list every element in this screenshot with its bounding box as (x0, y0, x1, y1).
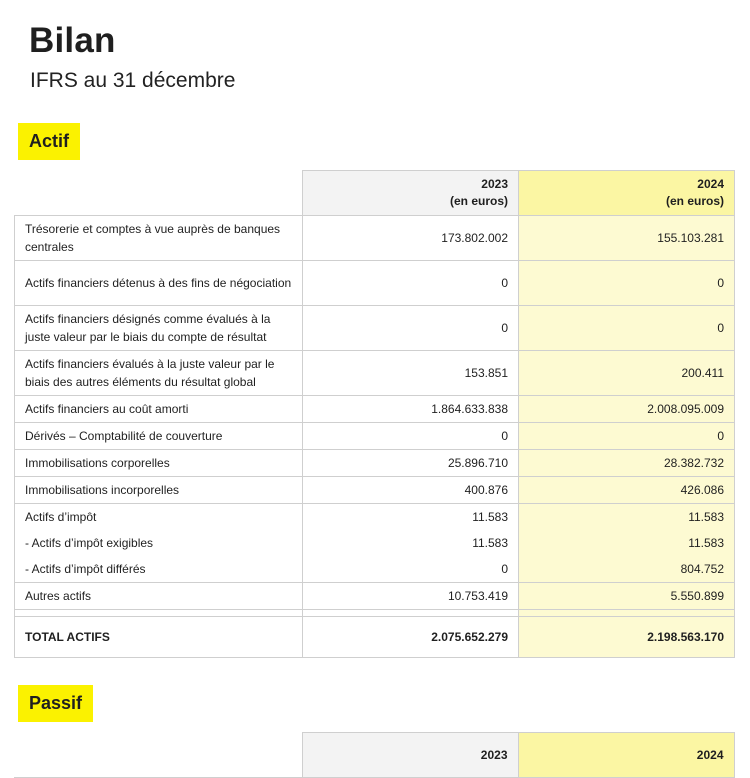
table-row (15, 556, 735, 583)
value-2024: 200.411 (519, 351, 735, 396)
value-2023: 400.876 (303, 477, 519, 504)
value-2023: 10.753.419 (303, 583, 519, 610)
table-row (15, 351, 735, 396)
column-unit: (en euros) (449, 194, 508, 208)
column-year: 2024 (697, 177, 724, 191)
value-2024: 11.583 (519, 530, 735, 556)
passif-table (14, 732, 735, 778)
row-label: - Actifs d’impôt différés (15, 556, 303, 583)
actif-table (14, 170, 735, 658)
table-row (15, 423, 735, 450)
column-unit: (en euros) (665, 194, 724, 208)
header-blank-cell (15, 171, 303, 216)
value-2023: 173.802.002 (303, 216, 519, 261)
table-row (15, 530, 735, 556)
column-year: 2023 (481, 177, 508, 191)
value-2023: 0 (303, 556, 519, 583)
row-label: Actifs financiers détenus à des fins de négociation (15, 261, 303, 306)
total-value-2023: 2.075.652.279 (303, 617, 519, 658)
column-year: 2024 (696, 747, 724, 762)
value-2024: 0 (519, 306, 735, 351)
row-label: Actifs financiers désignés comme évalués à la juste valeur par le biais du compte de résultat (15, 306, 303, 351)
table-row (15, 306, 735, 351)
column-header-2024 (519, 171, 735, 216)
table-row (15, 261, 735, 306)
row-label: Actifs financiers évalués à la juste valeur par le biais des autres éléments du résultat global (15, 351, 303, 396)
column-year: 2023 (480, 747, 508, 762)
value-2023: 25.896.710 (303, 450, 519, 477)
value-2023: 1.864.633.838 (303, 396, 519, 423)
table-row (15, 583, 735, 610)
value-2023: 0 (303, 423, 519, 450)
value-2023: 0 (303, 306, 519, 351)
value-2024: 5.550.899 (519, 583, 735, 610)
total-row (15, 617, 735, 658)
row-label: Trésorerie et comptes à vue auprès de banques centrales (15, 216, 303, 261)
column-header-2023 (302, 733, 518, 778)
value-2024: 28.382.732 (519, 450, 735, 477)
table-header-row (15, 171, 735, 216)
total-value-2024: 2.198.563.170 (519, 617, 735, 658)
column-header-2023 (303, 171, 519, 216)
value-2024: 0 (519, 423, 735, 450)
section-label-passif: Passif (18, 685, 93, 722)
table-header-row (14, 733, 734, 778)
row-label: Dérivés – Comptabilité de couverture (15, 423, 303, 450)
spacer-cell (519, 610, 735, 617)
table-row (15, 396, 735, 423)
table-row (15, 504, 735, 531)
header-blank-cell (14, 733, 302, 778)
row-label: Actifs financiers au coût amorti (15, 396, 303, 423)
row-label: Immobilisations incorporelles (15, 477, 303, 504)
row-label: Immobilisations corporelles (15, 450, 303, 477)
table-row (15, 216, 735, 261)
spacer-cell (303, 610, 519, 617)
value-2024: 0 (519, 261, 735, 306)
row-label: - Actifs d’impôt exigibles (15, 530, 303, 556)
page-title: Bilan (29, 21, 116, 60)
page-subtitle: IFRS au 31 décembre (30, 69, 236, 92)
row-label: Autres actifs (15, 583, 303, 610)
value-2023: 11.583 (303, 504, 519, 531)
total-label: TOTAL ACTIFS (15, 617, 303, 658)
row-label: Actifs d’impôt (15, 504, 303, 531)
value-2023: 11.583 (303, 530, 519, 556)
table-row (15, 477, 735, 504)
value-2023: 153.851 (303, 351, 519, 396)
value-2024: 155.103.281 (519, 216, 735, 261)
value-2024: 804.752 (519, 556, 735, 583)
value-2024: 2.008.095.009 (519, 396, 735, 423)
section-label-actif: Actif (18, 123, 80, 160)
spacer-row (15, 610, 735, 617)
spacer-cell (15, 610, 303, 617)
value-2024: 11.583 (519, 504, 735, 531)
value-2024: 426.086 (519, 477, 735, 504)
value-2023: 0 (303, 261, 519, 306)
table-row (15, 450, 735, 477)
column-header-2024 (518, 733, 734, 778)
